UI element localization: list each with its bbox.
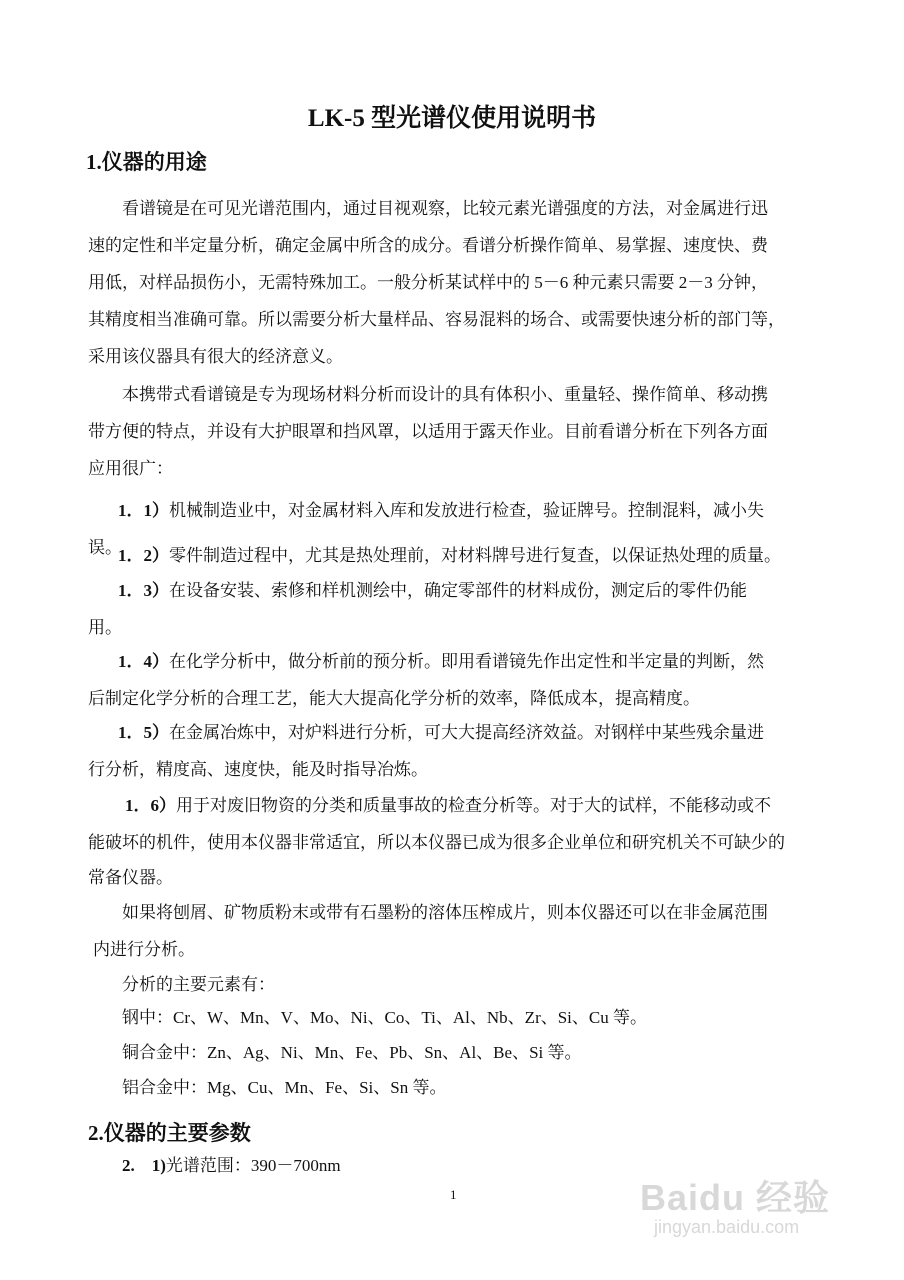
list-item-number: 1．1） [118, 501, 169, 520]
list-item-continuation: 能破坏的机件，使用本仪器非常适宜，所以本仪器已成为很多企业单位和研究机关不可缺少的 [88, 833, 785, 852]
watermark-url: jingyan.baidu.com [654, 1217, 800, 1237]
list-item [125, 795, 771, 817]
paragraph-line: 本携带式看谱镜是专为现场材料分析而设计的具有体积小、重量轻、操作简单、移动携 [122, 385, 768, 404]
list-item-number: 2. 1) [122, 1156, 166, 1175]
list-item-text: 在设备安装、索修和样机测绘中，确定零部件的材料成份，测定后的零件仍能 [169, 581, 747, 600]
elements-aluminum-alloy: 铝合金中：Mg、Cu、Mn、Fe、Si、Sn 等。 [122, 1078, 447, 1097]
paragraph-line: 如果将刨屑、矿物质粉末或带有石墨粉的溶体压榨成片，则本仪器还可以在非金属范围 [122, 903, 768, 922]
list-item-continuation: 用。 [88, 618, 122, 637]
list-item [118, 580, 747, 602]
list-item-continuation: 常备仪器。 [88, 868, 173, 887]
list-item-number: 1．5） [118, 723, 169, 742]
section-heading-1: 1.仪器的用途 [86, 150, 207, 174]
document-title: LK-5 型光谱仪使用说明书 [307, 105, 597, 132]
watermark-logo: Baidu 经验 [640, 1177, 831, 1218]
list-item-text: 在化学分析中，做分析前的预分析。即用看谱镜先作出定性和半定量的判断，然 [169, 652, 764, 671]
paragraph-line: 采用该仪器具有很大的经济意义。 [88, 347, 343, 366]
elements-steel: 钢中：Cr、W、Mn、V、Mo、Ni、Co、Ti、Al、Nb、Zr、Si、Cu 等。 [122, 1008, 647, 1027]
list-item-text: 机械制造业中，对金属材料入库和发放进行检查，验证牌号。控制混料，减小失 [169, 501, 764, 520]
list-item-text: 零件制造过程中，尤其是热处理前，对材料牌号进行复查，以保证热处理的质量。 [169, 546, 781, 565]
elements-copper-alloy: 铜合金中：Zn、Ag、Ni、Mn、Fe、Pb、Sn、Al、Be、Si 等。 [122, 1043, 582, 1062]
paragraph-line: 内进行分析。 [93, 940, 195, 959]
list-item [118, 651, 764, 673]
list-item-text: 在金属冶炼中，对炉料进行分析，可大大提高经济效益。对钢样中某些残余量进 [169, 723, 764, 742]
list-item-continuation: 行分析，精度高、速度快，能及时指导冶炼。 [88, 760, 428, 779]
paragraph-line: 应用很广： [88, 459, 173, 478]
list-item [118, 722, 764, 744]
page-number: 1 [450, 1187, 457, 1202]
list-item [122, 1155, 341, 1177]
list-item-number: 1．2） [118, 546, 169, 565]
list-item [118, 545, 781, 567]
elements-intro: 分析的主要元素有： [122, 975, 275, 994]
section-heading-2: 2.仪器的主要参数 [88, 1121, 251, 1145]
paragraph-line: 用低，对样品损伤小，无需特殊加工。一般分析某试样中的 5－6 种元素只需要 2－3 分钟， [88, 273, 768, 292]
list-item-number: 1．3） [118, 581, 169, 600]
list-item-text: 用于对废旧物资的分类和质量事故的检查分析等。对于大的试样，不能移动或不 [176, 796, 771, 815]
list-item-number: 1．6） [125, 796, 176, 815]
list-item [118, 500, 764, 522]
paragraph-line: 看谱镜是在可见光谱范围内，通过目视观察，比较元素光谱强度的方法，对金属进行迅 [122, 199, 768, 218]
paragraph-line: 速的定性和半定量分析，确定金属中所含的成分。看谱分析操作简单、易掌握、速度快、费 [88, 236, 768, 255]
list-item-continuation: 误。 [88, 538, 122, 557]
paragraph-line: 其精度相当准确可靠。所以需要分析大量样品、容易混料的场合、或需要快速分析的部门等， [88, 310, 785, 329]
list-item-continuation: 后制定化学分析的合理工艺，能大大提高化学分析的效率，降低成本，提高精度。 [88, 689, 700, 708]
paragraph-line: 带方便的特点，并设有大护眼罩和挡风罩，以适用于露天作业。目前看谱分析在下列各方面 [88, 422, 768, 441]
list-item-number: 1．4） [118, 652, 169, 671]
list-item-text: 光谱范围：390－700nm [165, 1156, 341, 1175]
baidu-jingyan-watermark [640, 1170, 830, 1238]
